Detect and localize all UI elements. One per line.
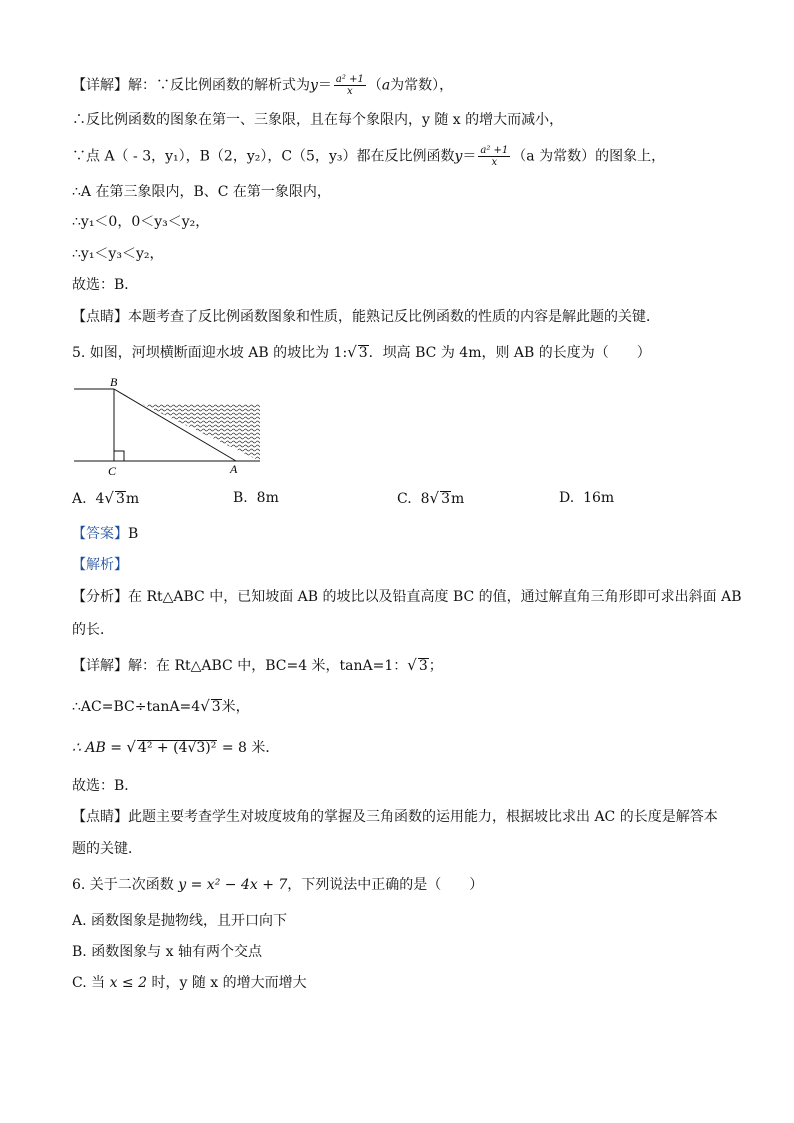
equals: ＝ [317,77,332,94]
q5-dianjing-line-2: 题的关键． [72,841,142,857]
dam-cross-section-figure [70,372,270,478]
option-value: 8m [256,490,279,506]
option-c [397,489,464,508]
fenxi-tag: 【分析】 [72,589,128,605]
sqrt-radicand: 3 [358,345,368,361]
fraction-numerator: a² +1 [335,74,364,85]
sqrt-sign: √ [347,343,357,361]
dianjing-tag: 【点睛】 [72,809,128,825]
var-a: a [381,77,391,94]
sqrt-sign: √ [407,656,417,674]
option-b [233,489,279,507]
dianjing-text: 本题考查了反比例函数图象和性质，能熟记反比例函数的性质的内容是解此题的关键． [128,309,660,325]
answer-tag: 【答案】 [72,526,128,542]
condition-expression: x ≤ 2 [109,975,148,991]
equals: ＝ [462,148,477,165]
sqrt-radicand: 3 [441,491,450,507]
text: 解：∵反比例函数的解析式为 [128,77,310,94]
sqrt-radicand: 3 [418,658,428,674]
option-d [559,489,614,507]
option-letter: C. [397,491,412,507]
detail-tag: 【详解】 [72,658,128,674]
q4-detail-line-6: ∴y₁＜y₃＜y₂， [72,246,164,262]
q4-choose: 故选：B． [72,277,139,293]
text: = 8 米． [221,740,280,756]
right-angle-mark [114,451,124,461]
label-c: C [108,464,117,478]
detail-tag: 【详解】 [72,77,128,94]
q5-detail-line-2 [72,697,250,716]
text: ∵点 A（ - 3，y₁），B（2，y₂），C（5，y₃）都在反比例函数 [72,148,455,165]
q5-fenxi-line-1 [72,588,742,606]
fraction-denominator: x [347,86,353,97]
option-value: 4 [95,491,105,507]
q4-detail-line-3 [72,145,665,168]
text: （a 为常数）的图象上， [512,148,666,165]
q5-fenxi-line-2: 的长． [72,622,114,638]
option-text: C. 当 [72,975,106,991]
stem-text: ，下列说法中正确的是（ ） [287,877,484,893]
stem-text: 5. 如图，河坝横断面迎水坡 AB 的坡比为 1: [72,345,348,361]
fenxi-text: 在 Rt△ABC 中，已知坡面 AB 的坡比以及铅直高度 BC 的值，通过解直角三角形即可求出斜面 AB [128,589,742,605]
sqrt-radicand: 3 [115,491,125,507]
answer-value: B [128,526,139,542]
option-value: 16m [583,490,615,506]
q5-choose: 故选：B． [72,778,139,794]
q4-detail-line-2: ∴反比例函数的图象在第一、三象限，且在每个象限内，y 随 x 的增大而减小， [72,112,564,128]
option-a [72,489,139,508]
sqrt-sign: √ [126,738,136,756]
q6-option-a: A. 函数图象是抛物线，且开口向下 [72,913,288,929]
sqrt-sign: √ [429,489,440,507]
dianjing-text: 此题主要考查学生对坡度坡角的掌握及三角函数的运用能力，根据坡比求出 AC 的长度是解答本 [128,809,718,825]
q4-detail-line-5: ∴y₁＜0，0＜y₃＜y₂， [72,214,210,230]
q5-answer [72,525,138,543]
q6-option-c [72,974,307,992]
text: ∴AC=BC÷tanA=4 [72,699,201,715]
q5-detail-line-3 [72,738,279,757]
option-letter: D. [559,490,575,506]
q6-stem [72,876,483,894]
option-value: 8 [420,491,430,507]
option-text: 时，y 随 x 的增大而增大 [151,975,307,991]
q6-option-b: B. 函数图象与 x 轴有两个交点 [72,944,262,960]
var-y: y [310,77,318,94]
q4-detail-line-4: ∴A 在第三象限内，B、C 在第一象限内， [72,184,331,200]
text: ∴ AB = [72,740,122,756]
fraction-numerator: a² +1 [480,145,509,156]
fraction [334,74,366,97]
option-letter: B. [233,490,248,506]
q5-detail-line-1 [72,656,443,675]
stem-text: 6. 关于二次函数 [72,877,174,893]
option-letter: A. [72,491,87,507]
fraction-denominator: x [491,157,498,168]
function-expression: y = x² − 4x + 7 [178,877,288,893]
label-b: B [110,375,118,389]
text: 为常数）， [390,77,454,94]
water-hatching [142,404,260,461]
text: （ [367,77,382,94]
q4-detail-line-1 [72,74,453,97]
option-unit: m [450,491,465,507]
sqrt-radicand: 3 [211,699,221,715]
q4-dianjing [72,308,660,326]
stem-text: ．坝高 BC 为 4m，则 AB 的长度为（ ） [368,345,651,361]
var-y: y [454,148,463,165]
sqrt-sign: √ [104,489,114,507]
analysis-tag: 【解析】 [72,557,128,573]
sqrt-sign: √ [200,697,210,715]
option-unit: m [125,491,140,507]
label-a: A [230,462,238,476]
sqrt-radicand: 4² + (4√3)² [137,740,217,756]
fraction [478,145,510,168]
q5-dianjing-line-1 [72,808,718,826]
q5-stem [72,343,651,362]
text: 米， [221,699,250,715]
text: ； [428,658,443,674]
dianjing-tag: 【点睛】 [72,309,128,325]
text: 解：在 Rt△ABC 中，BC=4 米，tanA=1： [128,658,408,674]
